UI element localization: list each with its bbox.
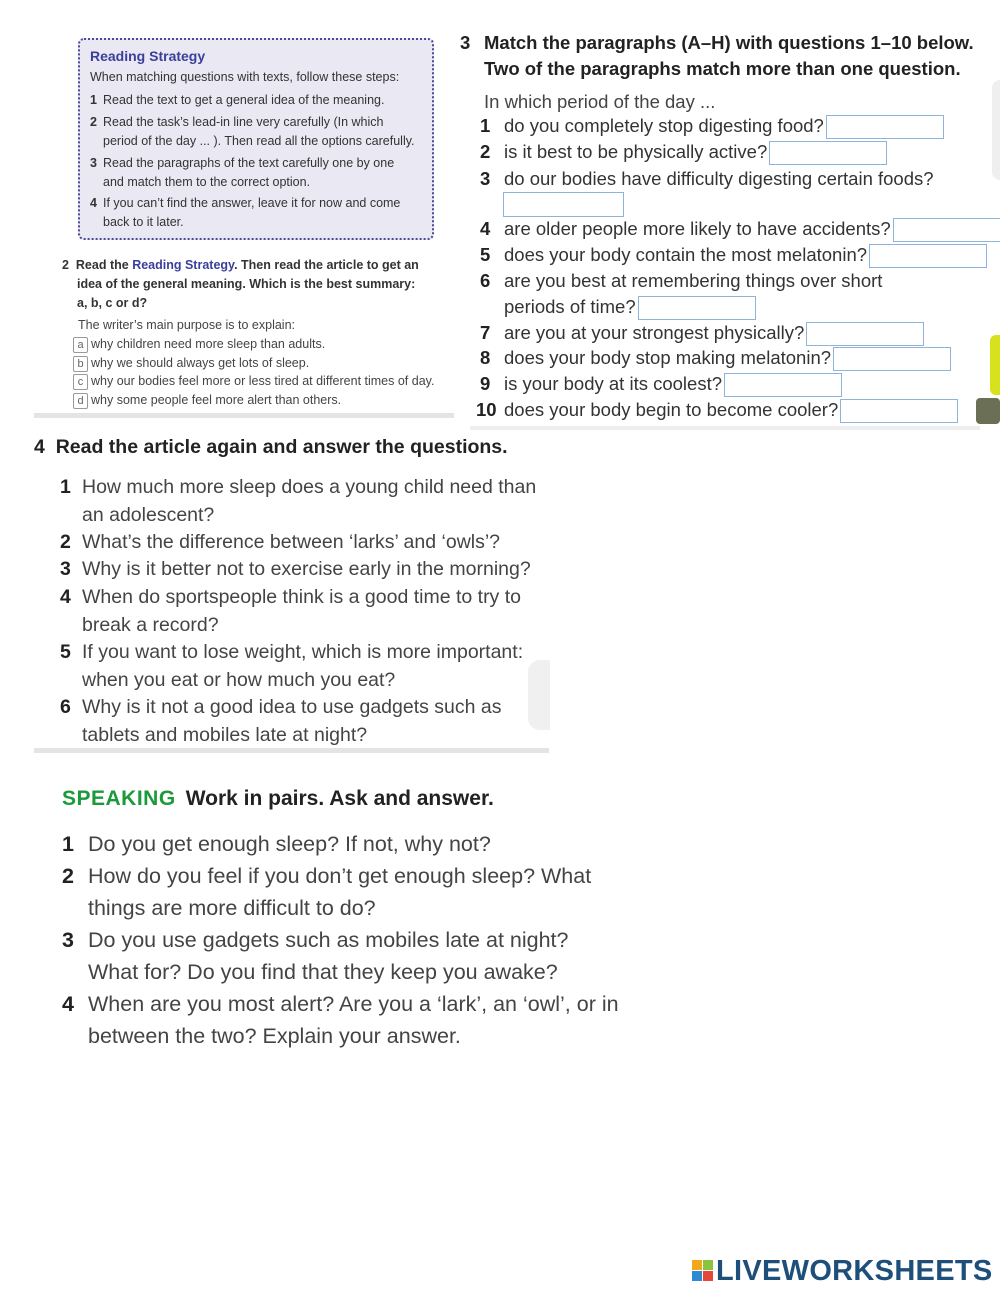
answer-input-6[interactable]	[638, 296, 756, 320]
comprehension-question: 2 What’s the difference between ‘larks’ and ‘owls’?	[60, 531, 501, 553]
comprehension-question: 1 How much more sleep does a young child need than an adolescent?	[60, 476, 537, 526]
match-item: 7 are you at your strongest physically?	[480, 322, 924, 346]
answer-input-3[interactable]	[503, 192, 624, 217]
comprehension-question: 3 Why is it better not to exercise early in the morning?	[60, 558, 531, 580]
answer-input-10[interactable]	[840, 399, 958, 423]
divider	[34, 748, 549, 753]
answer-input-8[interactable]	[833, 347, 951, 371]
speaking-label: SPEAKING	[62, 787, 176, 810]
answer-input-5[interactable]	[869, 244, 987, 268]
speaking-question: 3 Do you use gadgets such as mobiles late at night? What for? Do you find that they keep you awake?	[62, 928, 569, 984]
match-item: 8 does your body stop making melatonin?	[480, 347, 951, 371]
match-item: 1 do you completely stop digesting food?	[480, 115, 944, 139]
purpose-prompt: The writer’s main purpose is to explain:	[78, 318, 295, 332]
answer-input-4[interactable]	[893, 218, 1000, 242]
strategy-step: 2 Read the task’s lead-in line very carefully (In which period of the day ... ). Then read all the options carefully.	[90, 115, 415, 148]
strategy-step: 1 Read the text to get a general idea of the meaning.	[90, 93, 385, 107]
divider	[34, 413, 454, 418]
match-item: 5 does your body contain the most melatonin?	[480, 244, 987, 268]
option-d: d why some people feel more alert than others.	[73, 393, 341, 409]
question-2-heading: 2 Read the Reading Strategy. Then read the article to get an idea of the general meaning. Which is the best summary: a, b, c or d?	[62, 258, 419, 310]
liveworksheets-logo: LIVEWORKSHEETS	[692, 1255, 993, 1288]
decorative-shape	[990, 335, 1000, 395]
match-item: 3 do our bodies have difficulty digesting certain foods?	[480, 168, 934, 189]
comprehension-question: 6 Why is it not a good idea to use gadgets such as tablets and mobiles late at night?	[60, 696, 502, 746]
match-item: 4 are older people more likely to have accidents?	[480, 218, 1000, 242]
divider	[470, 426, 980, 430]
speaking-question: 4 When are you most alert? Are you a ‘lark’, an ‘owl’, or in between the two? Explain your answer.	[62, 992, 619, 1048]
match-item: 6 are you best at remembering things over short	[480, 270, 883, 291]
comprehension-question: 4 When do sportspeople think is a good time to try to break a record?	[60, 586, 521, 636]
match-item: 9 is your body at its coolest?	[480, 373, 842, 397]
speaking-heading: SPEAKING Work in pairs. Ask and answer.	[62, 787, 494, 810]
decorative-shape	[992, 80, 1000, 180]
match-item: 2 is it best to be physically active?	[480, 141, 887, 165]
speaking-question: 2 How do you feel if you don’t get enough sleep? What things are more difficult to do?	[62, 864, 592, 920]
question-4-heading: 4 Read the article again and answer the questions.	[34, 436, 508, 458]
question-3-heading: 3 Match the paragraphs (A–H) with questions 1–10 below. Two of the paragraphs match more than one question.	[460, 32, 974, 79]
reading-strategy-box	[78, 38, 434, 240]
comprehension-question: 5 If you want to lose weight, which is more important: when you eat or how much you eat?	[60, 641, 524, 691]
answer-input-2[interactable]	[769, 141, 887, 165]
decorative-image-fragment	[976, 398, 1000, 424]
option-b: b why we should always get lots of sleep.	[73, 356, 309, 372]
answer-input-9[interactable]	[724, 373, 842, 397]
match-item: 10 does your body begin to become cooler?	[476, 399, 958, 423]
match-item-continued: periods of time?	[504, 296, 756, 320]
liveworksheets-logo-mark	[692, 1260, 714, 1282]
speaking-question: 1 Do you get enough sleep? If not, why not?	[62, 832, 491, 856]
reading-strategy-reference: Reading Strategy	[132, 258, 235, 272]
option-c: c why our bodies feel more or less tired at different times of day.	[73, 374, 434, 390]
question-3-lead-in: In which period of the day ...	[484, 91, 716, 112]
option-a: a why children need more sleep than adults.	[73, 337, 325, 353]
strategy-title: Reading Strategy	[90, 48, 206, 64]
answer-input-1[interactable]	[826, 115, 944, 139]
strategy-intro: When matching questions with texts, follow these steps:	[90, 70, 400, 84]
strategy-step: 4 If you can’t find the answer, leave it for now and come back to it later.	[90, 196, 401, 229]
strategy-step: 3 Read the paragraphs of the text carefully one by one and match them to the correct option.	[90, 156, 395, 189]
answer-input-7[interactable]	[806, 322, 924, 346]
